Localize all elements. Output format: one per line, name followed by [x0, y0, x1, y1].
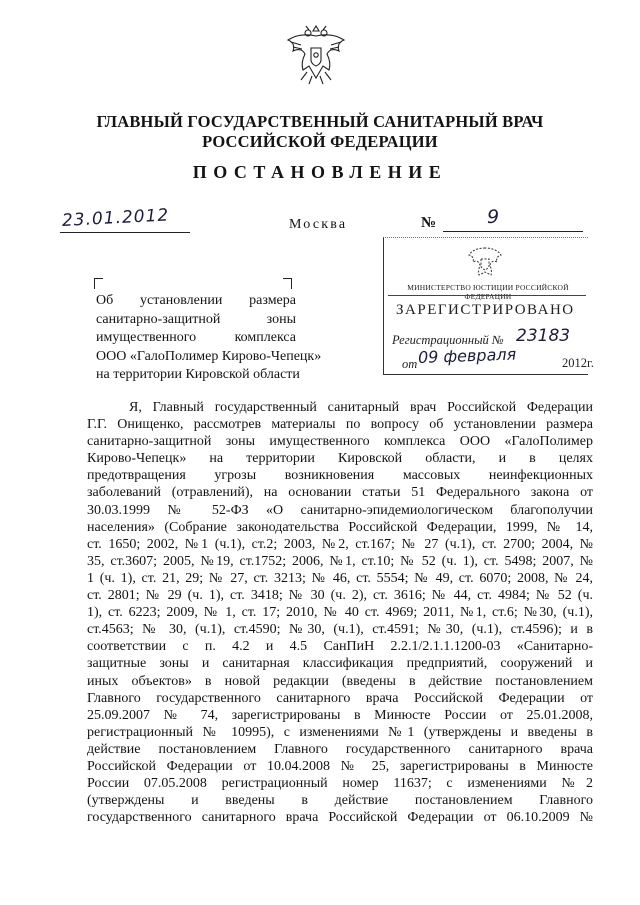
body-line: регистрационный № 10995), с изменениями №1 (утверждены и введены в [87, 724, 593, 740]
body-line: России 07.05.2008 регистрационный номер 11637; с изменениями №2 [87, 776, 593, 792]
body-line: предотвращения угрозы возникновения массовых неинфекционных [87, 468, 593, 484]
body-line: 1), ст. 6223; 2009, № 1, ст. 17; 2010, № 40 ст. 4969; 2011, №1, ст.6; №30, (ч.1), [87, 605, 593, 621]
body-line: 1 (ч. 1), ст. 21, 29; № 27, ст. 3213; № 46, ст. 5554; № 49, ст. 6070; 2008, № 24, [87, 570, 593, 586]
body-line: защитные зоны и санитарная классификация предприятий, сооружений и [87, 656, 593, 672]
body-line: 30.03.1999 № 52-ФЗ «О санитарно-эпидемиологическом благополучии [87, 502, 593, 518]
coat-of-arms-icon [283, 20, 349, 90]
stamp-reg-year: 2012г. [562, 356, 594, 370]
ministry-emblem-icon [466, 245, 504, 281]
decree-subject [96, 292, 322, 385]
body-line: действие постановлением Главного государственного санитарного врача [87, 741, 593, 757]
subject-bracket-left [94, 278, 103, 289]
body-line: заболеваний (отравлений), на основании статьи 51 Федерального закона от [87, 485, 593, 501]
decree-number: 9 [487, 206, 500, 228]
date-underline [60, 232, 190, 233]
body-line: (утверждены и введены в действие постановлением Главного [87, 793, 593, 809]
registration-stamp [383, 237, 594, 375]
document-type-title: ПОСТАНОВЛЕНИЕ [192, 162, 448, 182]
body-line: населения» (Собрание законодательства Российской Федерации, 1999, № 14, [87, 519, 593, 535]
stamp-reg-number: 23183 [516, 326, 571, 346]
stamp-registered-label: ЗАРЕГИСТРИРОВАНО [396, 302, 575, 318]
body-line: государственного санитарного врача Российской Федерации от 06.10.2009 № [87, 810, 593, 826]
body-line: 25.09.2007 № 74, зарегистрированы в Минюсте России от 25.01.2008, [87, 707, 593, 723]
subject-line: имущественного комплекса [96, 330, 296, 345]
body-line: ст.4563; № 30, (ч.1), ст.4590; №30, (ч.1), ст.4591; №30, (ч.1), ст.4596); и в [87, 622, 593, 638]
body-line: ст. 1650; 2002, №1 (ч.1), ст.2; 2003, №2, ст.167; № 27 (ч.1), ст. 2700; 2004, № [87, 536, 593, 552]
subject-line: Об установлении размера [96, 293, 296, 308]
stamp-divider [388, 295, 586, 296]
subject-line: на территории Кировской области [96, 367, 300, 382]
subject-line: ООО «ГалоПолимер Кирово-Чепецк» [96, 348, 322, 364]
stamp-reg-number-label: Регистрационный № [392, 333, 504, 347]
issuer-title-line1: ГЛАВНЫЙ ГОСУДАРСТВЕННЫЙ САНИТАРНЫЙ ВРАЧ [96, 112, 544, 131]
issuer-title-line2: РОССИЙСКОЙ ФЕДЕРАЦИИ [202, 132, 438, 151]
subject-line: санитарно-защитной зоны [96, 311, 296, 327]
body-line: 35, ст.3607; 2005, №19, ст.1752; 2006, №1, ст.10; № 52 (ч. 1), ст. 5498; 2007, № [87, 553, 593, 569]
body-line: соответствии с п. 4.2 и 4.5 СанПиН 2.2.1/2.1.1.1200-03 «Санитарно- [87, 639, 593, 655]
body-line: Российской Федерации от 10.04.2008 № 25, зарегистрированы в Минюсте [87, 758, 593, 774]
decree-city: Москва [289, 217, 348, 232]
stamp-from-label: от [402, 357, 418, 371]
stamp-reg-date: 09 февраля [417, 344, 517, 367]
body-line: Я, Главный государственный санитарный врач Российской Федерации [129, 400, 593, 415]
subject-bracket-right [283, 278, 292, 289]
stamp-ministry-name: МИНИСТЕРСТВО ЮСТИЦИИ РОССИЙСКОЙ ФЕДЕРАЦИИ [407, 283, 569, 301]
decree-date: 23.01.2012 [61, 205, 170, 231]
body-line: Г.Г. Онищенко, рассмотрев материалы по вопросу об установлении размера [87, 417, 593, 433]
body-line: Кирово-Чепецк» на территории Кировской области, и в целях [87, 451, 593, 467]
body-line: санитарно-защитной зоны имущественного комплекса ООО «ГалоПолимер [87, 434, 593, 450]
body-line: иных объектов» в новой редакции (введены в действие постановлением [87, 673, 593, 689]
number-sign: № [421, 215, 437, 231]
body-line: ст. 2801; № 29 (ч. 1), ст. 3418; № 30 (ч. 2), ст. 3616; № 44, ст. 4984; № 52 (ч. [87, 588, 593, 604]
number-underline [443, 231, 583, 232]
body-line: Главного государственного санитарного врача Российской Федерации от [87, 690, 593, 706]
decree-body [87, 399, 593, 826]
